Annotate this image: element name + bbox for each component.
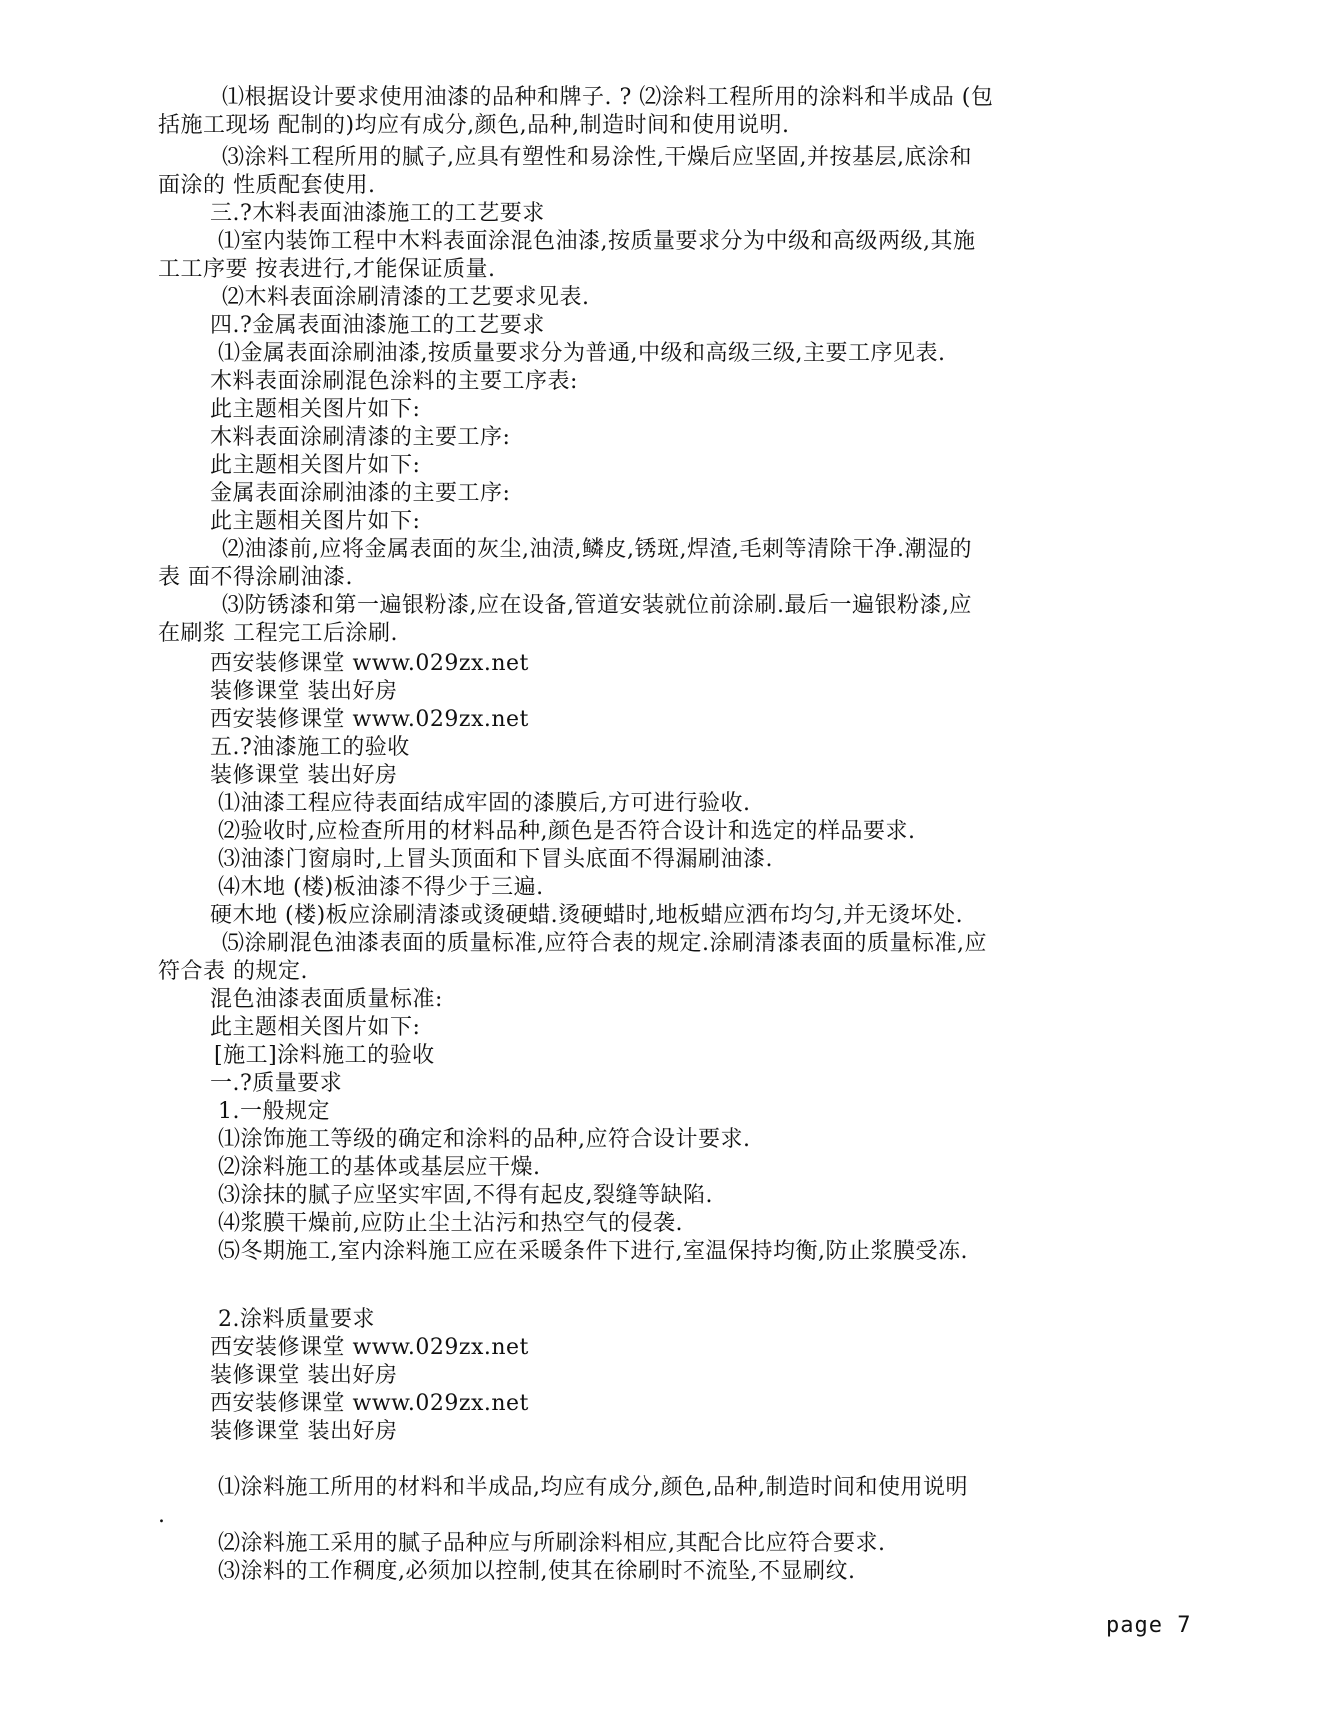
watermark-line: 装修课堂 装出好房 bbox=[210, 679, 398, 704]
text-line: ⑶涂抹的腻子应坚实牢固,不得有起皮,裂缝等缺陷. bbox=[218, 1183, 713, 1208]
text-line: 木料表面涂刷混色涂料的主要工序表: bbox=[210, 369, 578, 394]
text-line: ⑵涂料施工采用的腻子品种应与所刷涂料相应,其配合比应符合要求. bbox=[218, 1531, 886, 1556]
text-line: ⑸冬期施工,室内涂料施工应在采暖条件下进行,室温保持均衡,防止浆膜受冻. bbox=[218, 1239, 968, 1264]
text-line: . bbox=[158, 1503, 166, 1528]
watermark-line: 装修课堂 装出好房 bbox=[210, 1363, 398, 1388]
text-line: 面涂的 性质配套使用. bbox=[158, 173, 376, 198]
text-line: ⑵涂料施工的基体或基层应干燥. bbox=[218, 1155, 541, 1180]
text-line: 表 面不得涂刷油漆. bbox=[158, 565, 353, 590]
image-caption: 此主题相关图片如下: bbox=[210, 397, 421, 422]
text-line: ⑴根据设计要求使用油漆的品种和牌子. ? ⑵涂料工程所用的涂料和半成品 (包 bbox=[222, 85, 994, 110]
text-line: ⑵验收时,应检查所用的材料品种,颜色是否符合设计和选定的样品要求. bbox=[218, 819, 916, 844]
text-line: 硬木地 (楼)板应涂刷清漆或烫硬蜡.烫硬蜡时,地板蜡应洒布均匀,并无烫坏处. bbox=[210, 903, 964, 928]
text-line: 在刷浆 工程完工后涂刷. bbox=[158, 621, 398, 646]
section-heading: 三.?木料表面油漆施工的工艺要求 bbox=[210, 201, 545, 226]
text-line: ⑷浆膜干燥前,应防止尘土沾污和热空气的侵袭. bbox=[218, 1211, 683, 1236]
text-line: ⑵木料表面涂刷清漆的工艺要求见表. bbox=[222, 285, 590, 310]
section-heading: 五.?油漆施工的验收 bbox=[210, 735, 410, 760]
text-line: ⑶防锈漆和第一遍银粉漆,应在设备,管道安装就位前涂刷.最后一遍银粉漆,应 bbox=[222, 593, 972, 618]
watermark-line: 西安装修课堂 www.029zx.net bbox=[210, 1335, 529, 1360]
text-line: 木料表面涂刷清漆的主要工序: bbox=[210, 425, 511, 450]
section-heading: 四.?金属表面油漆施工的工艺要求 bbox=[210, 313, 545, 338]
image-caption: 此主题相关图片如下: bbox=[210, 509, 421, 534]
text-line: ⑴室内装饰工程中木料表面涂混色油漆,按质量要求分为中级和高级两级,其施 bbox=[218, 229, 976, 254]
text-line: ⑴涂料施工所用的材料和半成品,均应有成分,颜色,品种,制造时间和使用说明 bbox=[218, 1475, 968, 1500]
watermark-line: 西安装修课堂 www.029zx.net bbox=[210, 707, 529, 732]
subsection-heading: 1.一般规定 bbox=[218, 1099, 330, 1124]
image-caption: 此主题相关图片如下: bbox=[210, 1015, 421, 1040]
text-line: ⑴金属表面涂刷油漆,按质量要求分为普通,中级和高级三级,主要工序见表. bbox=[218, 341, 946, 366]
text-line: ⑵油漆前,应将金属表面的灰尘,油渍,鳞皮,锈斑,焊渣,毛刺等清除干净.潮湿的 bbox=[222, 537, 972, 562]
text-line: 工工序要 按表进行,才能保证质量. bbox=[158, 257, 496, 282]
section-heading: 一.?质量要求 bbox=[210, 1071, 343, 1096]
watermark-line: 西安装修课堂 www.029zx.net bbox=[210, 651, 529, 676]
text-line: ⑸涂刷混色油漆表面的质量标准,应符合表的规定.涂刷清漆表面的质量标准,应 bbox=[222, 931, 987, 956]
text-line: ⑴涂饰施工等级的确定和涂料的品种,应符合设计要求. bbox=[218, 1127, 751, 1152]
page-number: page 7 bbox=[1106, 1613, 1192, 1638]
watermark-line: 西安装修课堂 www.029zx.net bbox=[210, 1391, 529, 1416]
text-line: ⑶油漆门窗扇时,上冒头顶面和下冒头底面不得漏刷油漆. bbox=[218, 847, 773, 872]
text-line: ⑶涂料工程所用的腻子,应具有塑性和易涂性,干燥后应坚固,并按基层,底涂和 bbox=[222, 145, 972, 170]
text-line: ⑶涂料的工作稠度,必须加以控制,使其在徐刷时不流坠,不显刷纹. bbox=[218, 1559, 856, 1584]
text-line: 混色油漆表面质量标准: bbox=[210, 987, 443, 1012]
image-caption: 此主题相关图片如下: bbox=[210, 453, 421, 478]
text-line: ⑴油漆工程应待表面结成牢固的漆膜后,方可进行验收. bbox=[218, 791, 751, 816]
watermark-line: 装修课堂 装出好房 bbox=[210, 763, 398, 788]
text-line: 括施工现场 配制的)均应有成分,颜色,品种,制造时间和使用说明. bbox=[158, 113, 790, 138]
watermark-line: 装修课堂 装出好房 bbox=[210, 1419, 398, 1444]
text-line: 金属表面涂刷油漆的主要工序: bbox=[210, 481, 511, 506]
text-line: 符合表 的规定. bbox=[158, 959, 308, 984]
subsection-heading: 2.涂料质量要求 bbox=[218, 1307, 375, 1332]
text-line: ⑷木地 (楼)板油漆不得少于三遍. bbox=[218, 875, 544, 900]
section-heading: [施工]涂料施工的验收 bbox=[214, 1043, 435, 1068]
